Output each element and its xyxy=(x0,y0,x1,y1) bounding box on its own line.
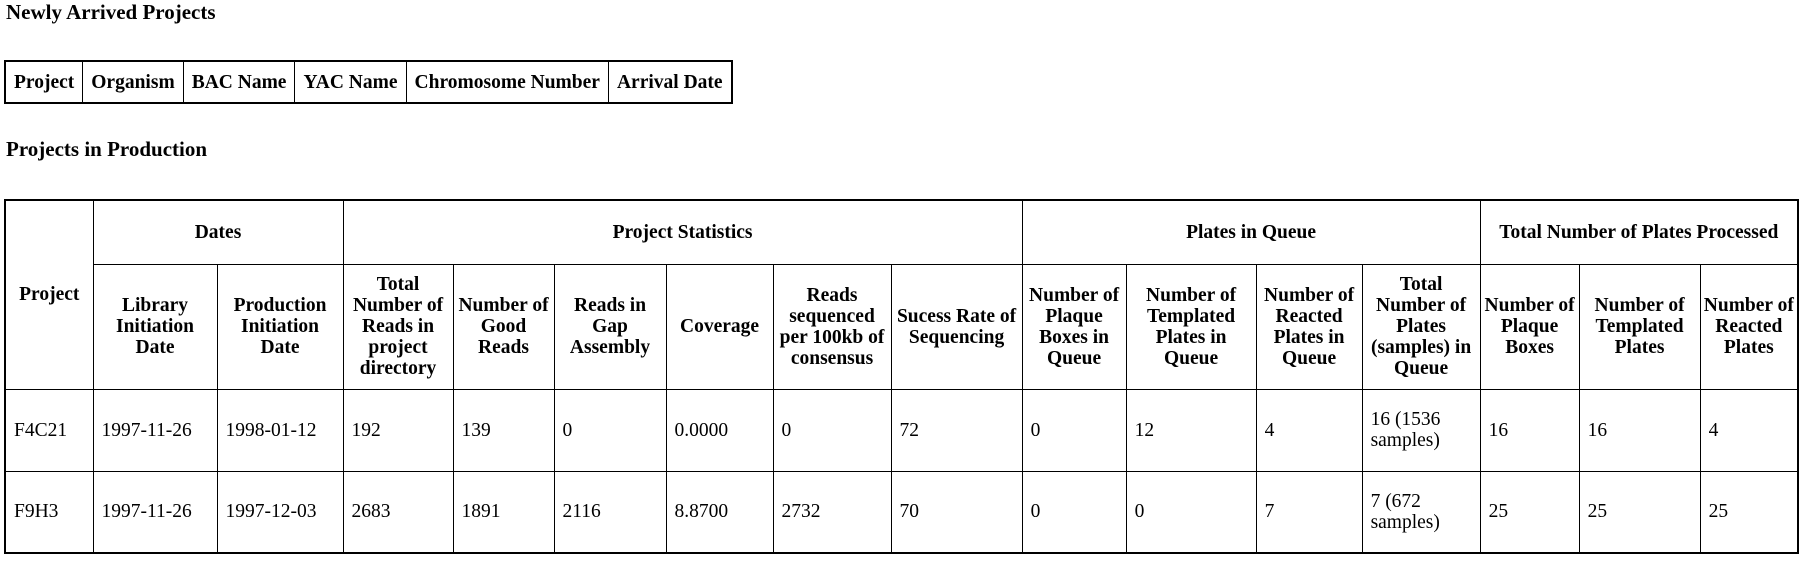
newly-arrived-table xyxy=(4,60,733,104)
table-row xyxy=(5,471,1798,553)
table-cell: 25 xyxy=(1700,471,1798,553)
column-header: Production Initiation Date xyxy=(217,264,343,389)
column-header: Number of Reacted Plates xyxy=(1700,264,1798,389)
group-header-row xyxy=(5,200,1798,264)
group-header-plates-in-queue: Plates in Queue xyxy=(1022,200,1480,264)
column-header: Arrival Date xyxy=(608,61,731,103)
column-header: Total Number of Plates (samples) in Queue xyxy=(1362,264,1480,389)
table-cell: 8.8700 xyxy=(666,471,773,553)
column-header: Organism xyxy=(83,61,183,103)
table-cell: 0 xyxy=(1126,471,1256,553)
table-cell: 1997-11-26 xyxy=(93,389,217,471)
table-cell: 1891 xyxy=(453,471,554,553)
table-cell: 25 xyxy=(1480,471,1579,553)
table-cell: 0.0000 xyxy=(666,389,773,471)
column-header: Number of Templated Plates xyxy=(1579,264,1700,389)
table-cell: 1998-01-12 xyxy=(217,389,343,471)
table-cell: 2732 xyxy=(773,471,891,553)
table-row xyxy=(5,389,1798,471)
table-cell: 0 xyxy=(554,389,666,471)
column-header: Coverage xyxy=(666,264,773,389)
column-header: Number of Plaque Boxes in Queue xyxy=(1022,264,1126,389)
column-header: Reads sequenced per 100kb of consensus xyxy=(773,264,891,389)
table-cell: 12 xyxy=(1126,389,1256,471)
table-cell: 72 xyxy=(891,389,1022,471)
project-header: Project xyxy=(5,200,93,389)
table-cell: 2116 xyxy=(554,471,666,553)
column-header: Reads in Gap Assembly xyxy=(554,264,666,389)
column-header: Library Initiation Date xyxy=(93,264,217,389)
table-cell: 7 (672 samples) xyxy=(1362,471,1480,553)
table-cell: 0 xyxy=(1022,471,1126,553)
column-header: Number of Reacted Plates in Queue xyxy=(1256,264,1362,389)
table-cell: 192 xyxy=(343,389,453,471)
production-table xyxy=(4,199,1799,554)
table-cell: 7 xyxy=(1256,471,1362,553)
table-cell: 2683 xyxy=(343,471,453,553)
production-title: Projects in Production xyxy=(6,137,208,161)
column-header: Number of Good Reads xyxy=(453,264,554,389)
column-header: YAC Name xyxy=(295,61,406,103)
table-cell: 4 xyxy=(1256,389,1362,471)
table-cell: 4 xyxy=(1700,389,1798,471)
table-cell: 16 xyxy=(1579,389,1700,471)
group-header-project-statistics: Project Statistics xyxy=(343,200,1022,264)
table-cell: 70 xyxy=(891,471,1022,553)
column-header: Number of Templated Plates in Queue xyxy=(1126,264,1256,389)
column-header: BAC Name xyxy=(183,61,295,103)
table-cell: F9H3 xyxy=(5,471,93,553)
table-cell: 1997-12-03 xyxy=(217,471,343,553)
newly-arrived-title: Newly Arrived Projects xyxy=(6,0,216,24)
column-header: Total Number of Reads in project directory xyxy=(343,264,453,389)
column-header: Chromosome Number xyxy=(406,61,608,103)
column-header: Number of Plaque Boxes xyxy=(1480,264,1579,389)
column-header-row xyxy=(5,264,1798,389)
table-cell: F4C21 xyxy=(5,389,93,471)
table-cell: 0 xyxy=(773,389,891,471)
newly-arrived-header-row xyxy=(5,61,732,103)
table-cell: 16 xyxy=(1480,389,1579,471)
table-cell: 139 xyxy=(453,389,554,471)
group-header-plates-processed: Total Number of Plates Processed xyxy=(1480,200,1798,264)
group-header-dates: Dates xyxy=(93,200,343,264)
table-cell: 0 xyxy=(1022,389,1126,471)
table-cell: 25 xyxy=(1579,471,1700,553)
column-header: Sucess Rate of Sequencing xyxy=(891,264,1022,389)
table-cell: 1997-11-26 xyxy=(93,471,217,553)
column-header: Project xyxy=(5,61,83,103)
table-cell: 16 (1536 samples) xyxy=(1362,389,1480,471)
